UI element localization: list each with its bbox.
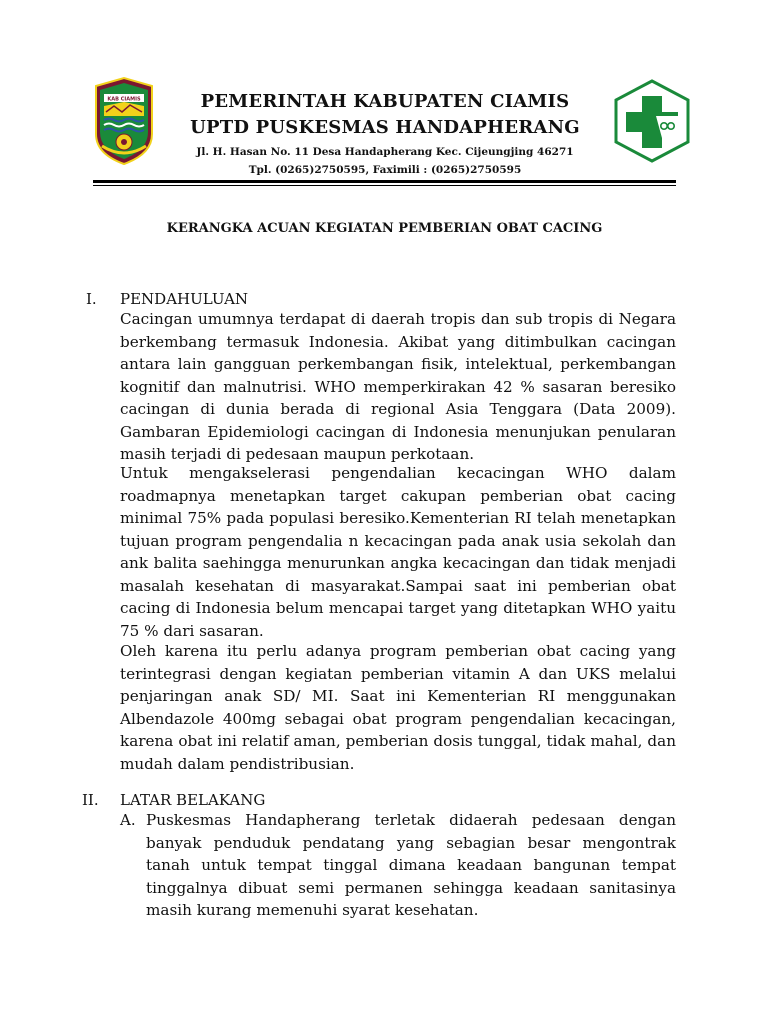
section-1-paragraph-1: Cacingan umumnya terdapat di daerah tropis dan sub tropis di Negara berkembang termasuk Indonesia. Akibat yang ditimbulkan cacingan antara lain gangguan perkembangan fisik, intelektual, perkembangan kognitif dan malnutrisi. WHO memperkirakan 42 % sasaran beresiko cacingan di dunia berada di regional Asia Tenggara (Data 2009). Gambaran Epidemiologi cacingan di Indonesia menunjukan penularan masih terjadi di pedesaan maupun perkotaan. <box>120 310 676 463</box>
document-title: KERANGKA ACUAN KEGIATAN PEMBERIAN OBAT CACING <box>166 221 603 236</box>
section-2-item-a-letter: A. <box>120 811 136 829</box>
section-2-number: II. <box>82 791 99 809</box>
letterhead-institution: UPTD PUSKESMAS HANDAPHERANG <box>190 117 580 138</box>
section-1-paragraph-2: Untuk mengakselerasi pengendalian kecacingan WHO dalam roadmapnya menetapkan target cakupan pemberian obat cacing minimal 75% pada populasi beresiko.Kementerian RI telah menetapkan tujuan program pengendalia n kecacingan pada anak usia sekolah dan ank balita saehingga menurunkan angka kecacingan dan tidak menjadi masalah kesehatan di masyarakat.Sampai saat ini pemberian obat cacing di Indonesia belum mencapai target yang ditetapkan WHO yaitu 75 % dari sasaran. <box>120 464 676 640</box>
section-1-paragraph-3: Oleh karena itu perlu adanya program pemberian obat cacing yang terintegrasi dengan kegiatan pemberian vitamin A dan UKS melalui penjaringan anak SD/ MI. Saat ini Kementerian RI menggunakan Albendazole 400mg sebagai obat program pengendalian kecacingan, karena obat ini relatif aman, pemberian dosis tunggal, tidak mahal, dan mudah dalam pendistribusian. <box>120 642 676 773</box>
section-1-heading: PENDAHULUAN <box>120 290 249 308</box>
letterhead-phone: Tpl. (0265)2750595, Faximili : (0265)2750595 <box>248 164 522 176</box>
section-2-item-a-text: Puskesmas Handapherang terletak didaerah pedesaan dengan banyak penduduk pendatang yang sebagian besar mengontrak tanah untuk tempat tinggal dimana keadaan bangunan tempat tinggalnya dibuat semi permanen sehingga keadaan sanitasinya masih kurang memenuhi syarat kesehatan. <box>146 811 676 919</box>
ciamis-crest-logo <box>92 76 156 166</box>
letterhead-government: PEMERINTAH KABUPATEN CIAMIS <box>200 91 570 112</box>
letterhead-address: Jl. H. Hasan No. 11 Desa Handapherang Kec. Cijeungjing 46271 <box>196 146 574 158</box>
section-2-heading: LATAR BELAKANG <box>120 791 266 809</box>
letterhead <box>160 90 610 178</box>
section-1-number: I. <box>86 290 97 308</box>
logo-left-text: KAB CIAMIS <box>107 96 141 103</box>
puskesmas-logo <box>612 78 692 164</box>
letterhead-rule-thick <box>93 180 676 183</box>
letterhead-rule-thin <box>93 185 676 186</box>
